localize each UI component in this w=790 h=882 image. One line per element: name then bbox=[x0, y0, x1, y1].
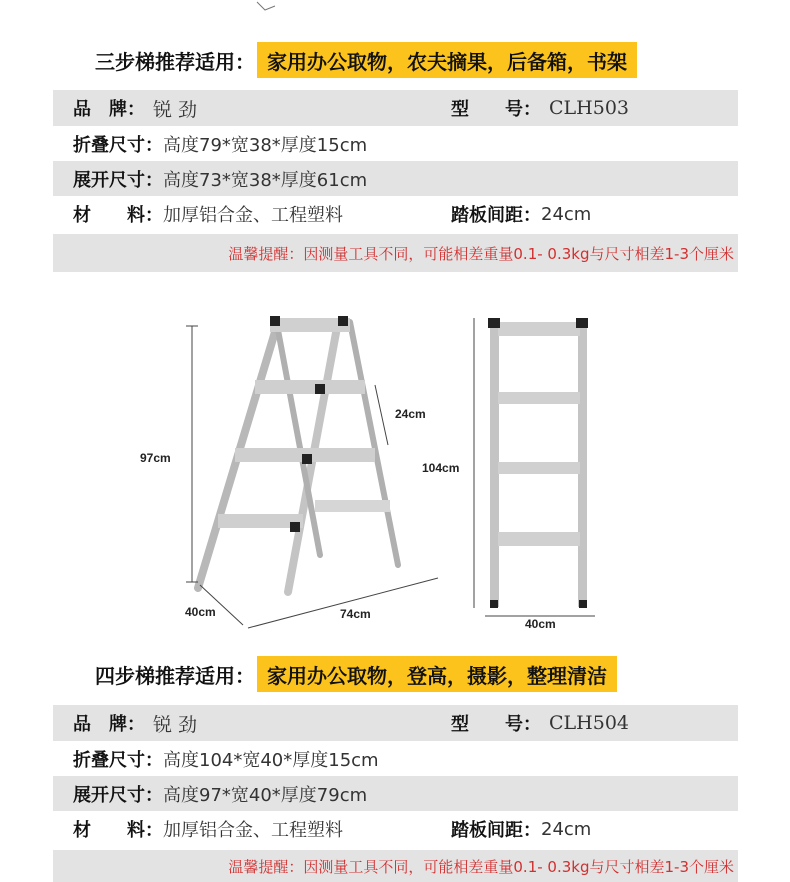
spec-row-folded bbox=[53, 126, 738, 161]
note-text: 温馨提醒：因测量工具不同，可能相差重量0.1- 0.3kg与尺寸相差1-3个厘米 bbox=[228, 857, 734, 876]
material-value: 加厚铝合金、工程塑料 bbox=[163, 820, 343, 841]
section-title: 三步梯推荐适用： bbox=[95, 49, 255, 74]
label-40cm-width: 40cm bbox=[525, 617, 556, 631]
brand-value: 锐 劲 bbox=[153, 98, 198, 121]
usage-highlight: 家用办公取物，农夫摘果，后备箱，书架 bbox=[257, 42, 637, 78]
label-104cm: 104cm bbox=[422, 461, 460, 475]
step-gap-value: 24cm bbox=[541, 203, 592, 225]
unfolded-value: 高度97*宽40*厚度79cm bbox=[163, 784, 368, 806]
brand-label: 品 牌： bbox=[73, 99, 145, 120]
label-97cm: 97cm bbox=[140, 451, 171, 465]
ladder-dimension-figure bbox=[130, 300, 630, 640]
unfolded-value: 高度73*宽38*厚度61cm bbox=[163, 169, 368, 191]
material-label: 材 料： bbox=[73, 820, 163, 841]
spec-row-brand bbox=[53, 90, 738, 126]
spec-row-brand bbox=[53, 705, 738, 741]
unfolded-label: 展开尺寸： bbox=[73, 169, 163, 191]
brand-value: 锐 劲 bbox=[153, 713, 198, 736]
folded-value: 高度79*宽38*厚度15cm bbox=[163, 134, 368, 156]
spec-row-unfolded bbox=[53, 776, 738, 811]
section-header-4-step bbox=[95, 656, 617, 692]
model-label: 型 号： bbox=[451, 714, 541, 735]
spec-row-unfolded bbox=[53, 161, 738, 196]
unfolded-label: 展开尺寸： bbox=[73, 784, 163, 806]
decorative-icon bbox=[255, 0, 285, 14]
label-74cm: 74cm bbox=[340, 607, 371, 621]
model-value: CLH503 bbox=[549, 97, 629, 119]
section-title: 四步梯推荐适用： bbox=[95, 663, 255, 688]
folded-label: 折叠尺寸： bbox=[73, 134, 163, 156]
label-24cm: 24cm bbox=[395, 407, 426, 421]
label-40cm-depth: 40cm bbox=[185, 605, 216, 619]
material-label: 材 料： bbox=[73, 205, 163, 226]
folded-ladder bbox=[488, 318, 588, 608]
measurement-note bbox=[53, 234, 738, 272]
section-header-3-step bbox=[95, 42, 637, 78]
folded-value: 高度104*宽40*厚度15cm bbox=[163, 749, 379, 771]
brand-label: 品 牌： bbox=[73, 714, 145, 735]
step-gap-label: 踏板间距： bbox=[451, 205, 541, 226]
usage-highlight: 家用办公取物，登高，摄影，整理清洁 bbox=[257, 656, 617, 692]
spec-row-folded bbox=[53, 741, 738, 776]
spec-row-material bbox=[53, 196, 738, 232]
material-value: 加厚铝合金、工程塑料 bbox=[163, 205, 343, 226]
step-gap-value: 24cm bbox=[541, 818, 592, 840]
open-ladder bbox=[198, 316, 398, 592]
model-label: 型 号： bbox=[451, 99, 541, 120]
spec-row-material bbox=[53, 811, 738, 847]
step-gap-label: 踏板间距： bbox=[451, 820, 541, 841]
model-value: CLH504 bbox=[549, 712, 629, 734]
measurement-note bbox=[53, 850, 738, 882]
folded-label: 折叠尺寸： bbox=[73, 749, 163, 771]
note-text: 温馨提醒：因测量工具不同，可能相差重量0.1- 0.3kg与尺寸相差1-3个厘米 bbox=[228, 244, 734, 263]
